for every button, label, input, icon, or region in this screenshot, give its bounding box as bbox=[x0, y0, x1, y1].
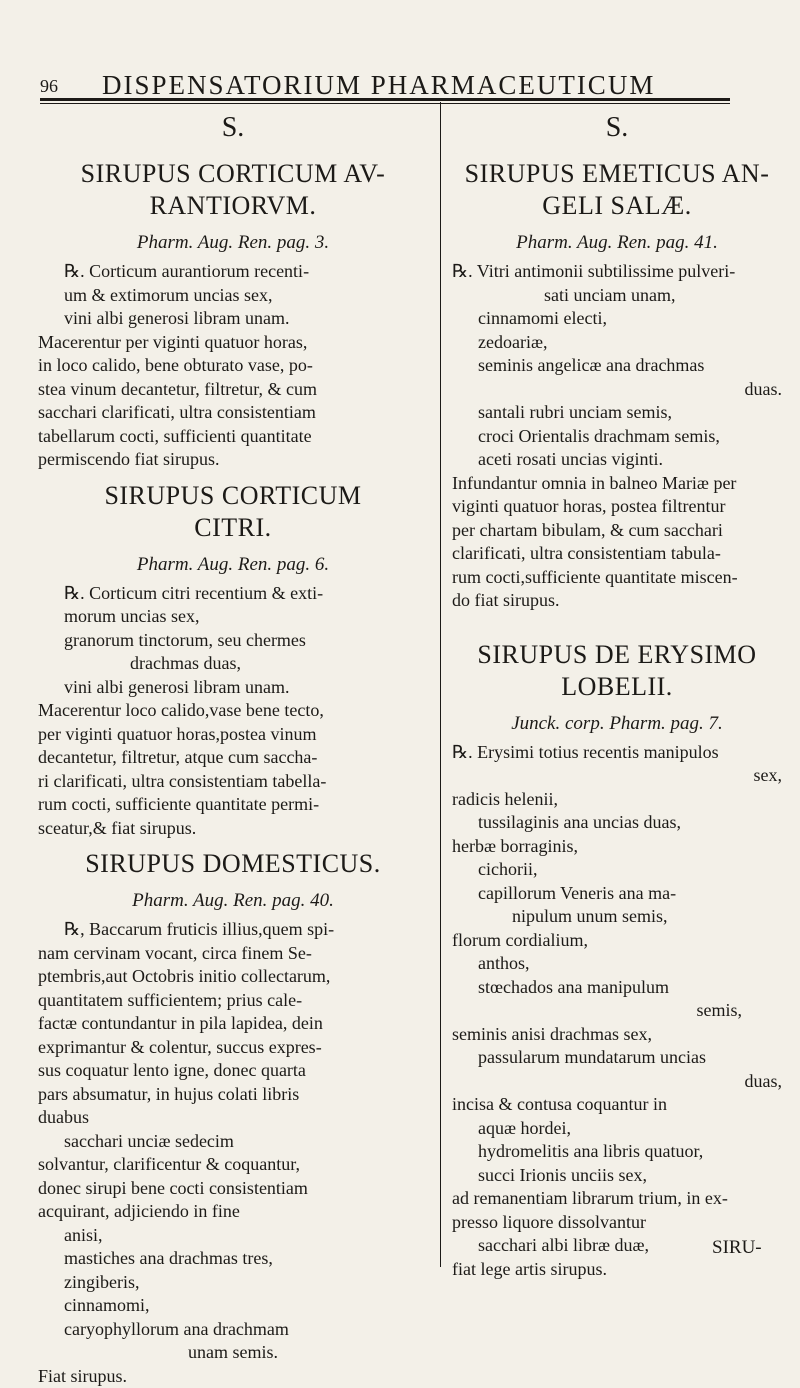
recipe-line: vini albi generosi libram unam. bbox=[38, 676, 428, 700]
recipe-line: ptembris,aut Octobris initio collectarum, bbox=[38, 965, 428, 989]
recipe-line: cinnamomi, bbox=[38, 1294, 428, 1318]
right-column bbox=[452, 108, 782, 1281]
recipe-line: santali rubri unciam semis, bbox=[452, 401, 782, 425]
recipe-line: aquæ hordei, bbox=[452, 1117, 782, 1141]
recipe-line: granorum tinctorum, seu chermes bbox=[38, 629, 428, 653]
recipe-title: GELI SALÆ. bbox=[452, 190, 782, 222]
recipe-line: quantitatem sufficientem; prius cale- bbox=[38, 989, 428, 1013]
recipe-line: cinnamomi electi, bbox=[452, 307, 782, 331]
recipe-line: duas, bbox=[452, 1070, 782, 1094]
recipe-line: stœchados ana manipulum bbox=[452, 976, 782, 1000]
recipe-line: factæ contundantur in pila lapidea, dein bbox=[38, 1012, 428, 1036]
recipe-line: solvantur, clarificentur & coquantur, bbox=[38, 1153, 428, 1177]
section-letter: S. bbox=[452, 112, 782, 144]
recipe-line: sacchari clarificati, ultra consistentiam bbox=[38, 401, 428, 425]
recipe-source: Pharm. Aug. Ren. pag. 3. bbox=[38, 232, 428, 254]
recipe-line: seminis anisi drachmas sex, bbox=[452, 1023, 782, 1047]
recipe-line: do fiat sirupus. bbox=[452, 589, 782, 613]
recipe-line: caryophyllorum ana drachmam bbox=[38, 1318, 428, 1342]
recipe-line: um & extimorum uncias sex, bbox=[38, 284, 428, 308]
recipe-line: croci Orientalis drachmam semis, bbox=[452, 425, 782, 449]
recipe-title: SIRUPUS DOMESTICUS. bbox=[38, 848, 428, 880]
running-header bbox=[40, 68, 740, 102]
recipe-line: capillorum Veneris ana ma- bbox=[452, 882, 782, 906]
recipe-line: rum cocti, sufficiente quantitate permi- bbox=[38, 793, 428, 817]
recipe-line: tussilaginis ana uncias duas, bbox=[452, 811, 782, 835]
recipe-title: SIRUPUS EMETICUS AN- bbox=[452, 158, 782, 190]
recipe-line: sceatur,& fiat sirupus. bbox=[38, 817, 428, 841]
page-number: 96 bbox=[40, 76, 58, 97]
recipe-line: Macerentur loco calido,vase bene tecto, bbox=[38, 699, 428, 723]
recipe-title: RANTIORVM. bbox=[38, 190, 428, 222]
recipe-line: sacchari unciæ sedecim bbox=[38, 1130, 428, 1154]
recipe-line: mastiches ana drachmas tres, bbox=[38, 1247, 428, 1271]
recipe-line: ad remanentiam librarum trium, in ex- bbox=[452, 1187, 782, 1211]
left-column bbox=[38, 108, 428, 1388]
recipe-line: ℞. Corticum citri recentium & exti- bbox=[38, 582, 428, 606]
recipe-line: ℞, Baccarum fruticis illius,quem spi- bbox=[38, 918, 428, 942]
recipe-line: fiat lege artis sirupus. bbox=[452, 1258, 782, 1282]
recipe-line: permiscendo fiat sirupus. bbox=[38, 448, 428, 472]
recipe-line: sacchari albi libræ duæ, bbox=[452, 1234, 782, 1258]
recipe-line: decantetur, filtretur, atque cum saccha- bbox=[38, 746, 428, 770]
recipe-title: LOBELII. bbox=[452, 671, 782, 703]
recipe-line: unam semis. bbox=[38, 1341, 428, 1365]
recipe-line: rum cocti,sufficiente quantitate miscen- bbox=[452, 566, 782, 590]
recipe-source: Junck. corp. Pharm. pag. 7. bbox=[452, 713, 782, 735]
recipe-line: nipulum unum semis, bbox=[452, 905, 782, 929]
recipe-line: ℞. Corticum aurantiorum recenti- bbox=[38, 260, 428, 284]
header-rule bbox=[40, 98, 730, 101]
recipe-line: herbæ borraginis, bbox=[452, 835, 782, 859]
recipe-line: donec sirupi bene cocti consistentiam bbox=[38, 1177, 428, 1201]
recipe-line: duas. bbox=[452, 378, 782, 402]
recipe-line: vini albi generosi libram unam. bbox=[38, 307, 428, 331]
recipe-title: SIRUPUS CORTICUM bbox=[38, 480, 428, 512]
recipe-source: Pharm. Aug. Ren. pag. 6. bbox=[38, 554, 428, 576]
recipe-line: Infundantur omnia in balneo Mariæ per bbox=[452, 472, 782, 496]
recipe-title: SIRUPUS CORTICUM AV- bbox=[38, 158, 428, 190]
recipe-line: incisa & contusa coquantur in bbox=[452, 1093, 782, 1117]
recipe-line: per chartam bibulam, & cum sacchari bbox=[452, 519, 782, 543]
recipe-line: passularum mundatarum uncias bbox=[452, 1046, 782, 1070]
recipe-line: florum cordialium, bbox=[452, 929, 782, 953]
recipe-line: ℞. Vitri antimonii subtilissime pulveri- bbox=[452, 260, 782, 284]
recipe-line: semis, bbox=[452, 999, 782, 1023]
recipe-line: per viginti quatuor horas,postea vinum bbox=[38, 723, 428, 747]
recipe-line: in loco calido, bene obturato vase, po- bbox=[38, 354, 428, 378]
recipe-line: nam cervinam vocant, circa finem Se- bbox=[38, 942, 428, 966]
recipe-line: sex, bbox=[452, 764, 782, 788]
recipe-line: viginti quatuor horas, postea filtrentur bbox=[452, 495, 782, 519]
recipe-line: sus coquatur lento igne, donec quarta bbox=[38, 1059, 428, 1083]
recipe-line: ℞. Erysimi totius recentis manipulos bbox=[452, 741, 782, 765]
recipe-line: hydromelitis ana libris quatuor, bbox=[452, 1140, 782, 1164]
recipe-line: acquirant, adjiciendo in fine bbox=[38, 1200, 428, 1224]
recipe-line: drachmas duas, bbox=[38, 652, 428, 676]
recipe-line: zingiberis, bbox=[38, 1271, 428, 1295]
section-letter: S. bbox=[38, 112, 428, 144]
recipe-line: radicis helenii, bbox=[452, 788, 782, 812]
recipe-line: cichorii, bbox=[452, 858, 782, 882]
recipe-line: Macerentur per viginti quatuor horas, bbox=[38, 331, 428, 355]
recipe-line: ri clarificati, ultra consistentiam tabella- bbox=[38, 770, 428, 794]
recipe-line: morum uncias sex, bbox=[38, 605, 428, 629]
recipe-line: anisi, bbox=[38, 1224, 428, 1248]
recipe-line: exprimantur & colentur, succus expres- bbox=[38, 1036, 428, 1060]
recipe-line: aceti rosati uncias viginti. bbox=[452, 448, 782, 472]
recipe-line: pars absumatur, in hujus colati libris bbox=[38, 1083, 428, 1107]
recipe-title: SIRUPUS DE ERYSIMO bbox=[452, 639, 782, 671]
recipe-line: stea vinum decantetur, filtretur, & cum bbox=[38, 378, 428, 402]
recipe-line: sati unciam unam, bbox=[452, 284, 782, 308]
recipe-line: Fiat sirupus. bbox=[38, 1365, 428, 1388]
recipe-line: duabus bbox=[38, 1106, 428, 1130]
recipe-line: seminis angelicæ ana drachmas bbox=[452, 354, 782, 378]
recipe-source: Pharm. Aug. Ren. pag. 41. bbox=[452, 232, 782, 254]
recipe-line: succi Irionis unciis sex, bbox=[452, 1164, 782, 1188]
column-divider bbox=[440, 102, 441, 1267]
running-title: DISPENSATORIUM PHARMACEUTICUM bbox=[102, 70, 655, 101]
recipe-title: CITRI. bbox=[38, 512, 428, 544]
recipe-line: anthos, bbox=[452, 952, 782, 976]
recipe-line: zedoariæ, bbox=[452, 331, 782, 355]
recipe-line: clarificati, ultra consistentiam tabula- bbox=[452, 542, 782, 566]
catchword: SIRU- bbox=[712, 1237, 762, 1259]
recipe-line: tabellarum cocti, sufficienti quantitate bbox=[38, 425, 428, 449]
recipe-source: Pharm. Aug. Ren. pag. 40. bbox=[38, 890, 428, 912]
header-rule-thin bbox=[40, 103, 730, 104]
recipe-line: presso liquore dissolvantur bbox=[452, 1211, 782, 1235]
